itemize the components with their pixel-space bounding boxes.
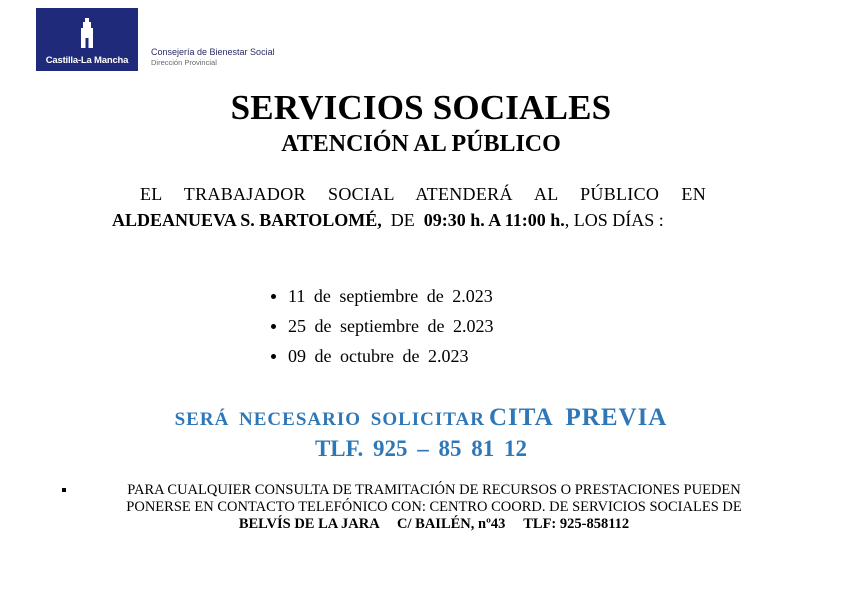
appointment-phone: TLF. 925 – 85 81 12: [314, 436, 528, 461]
page-title: SERVICIOS SOCIALES: [230, 88, 612, 127]
contact-note: [78, 482, 790, 533]
intro-suffix: , LOS DÍAS :: [564, 210, 664, 230]
castle-emblem-icon: [78, 18, 96, 52]
department-block: [151, 47, 275, 67]
page-subtitle: ATENCIÓN AL PÚBLICO: [281, 131, 561, 157]
list-item: [271, 341, 493, 371]
list-item: [271, 311, 493, 341]
bullet-icon: [271, 324, 276, 329]
dates-list: [271, 281, 493, 371]
list-item: [271, 281, 493, 311]
date-text: 09 de octubre de 2.023: [288, 345, 469, 366]
note-line-2: PONERSE EN CONTACTO TELEFÓNICO CON: CENTRO COORD. DE SERVICIOS SOCIALES DE: [126, 499, 742, 515]
intro-location: ALDEANUEVA S. BARTOLOMÉ,: [112, 210, 382, 230]
sub-department-name: Dirección Provincial: [151, 58, 217, 67]
bullet-icon: [271, 354, 276, 359]
department-name: Consejería de Bienestar Social: [151, 47, 275, 57]
intro-line-1: EL TRABAJADOR SOCIAL ATENDERÁ AL PÚBLICO EN: [140, 184, 706, 204]
intro-line-2: [112, 210, 742, 231]
intro-hours: 09:30 h. A 11:00 h.: [423, 210, 565, 230]
note-line-3: BELVÍS DE LA JARA C/ BAILÉN, nº43 TLF: 925-858112: [238, 516, 630, 532]
note-line-1: PARA CUALQUIER CONSULTA DE TRAMITACIÓN DE RECURSOS O PRESTACIONES PUEDEN: [127, 482, 741, 498]
square-bullet-icon: [62, 488, 66, 492]
appointment-line: [0, 404, 842, 432]
appointment-emphasis: CITA PREVIA: [489, 404, 668, 431]
bullet-icon: [271, 294, 276, 299]
intro-de: DE: [390, 210, 415, 230]
date-text: 25 de septiembre de 2.023: [288, 315, 494, 336]
appointment-lead: SERÁ NECESARIO SOLICITAR: [174, 409, 485, 430]
logo-text: Castilla-La Mancha: [45, 55, 129, 66]
logo: [36, 8, 138, 71]
date-text: 11 de septiembre de 2.023: [288, 285, 493, 306]
